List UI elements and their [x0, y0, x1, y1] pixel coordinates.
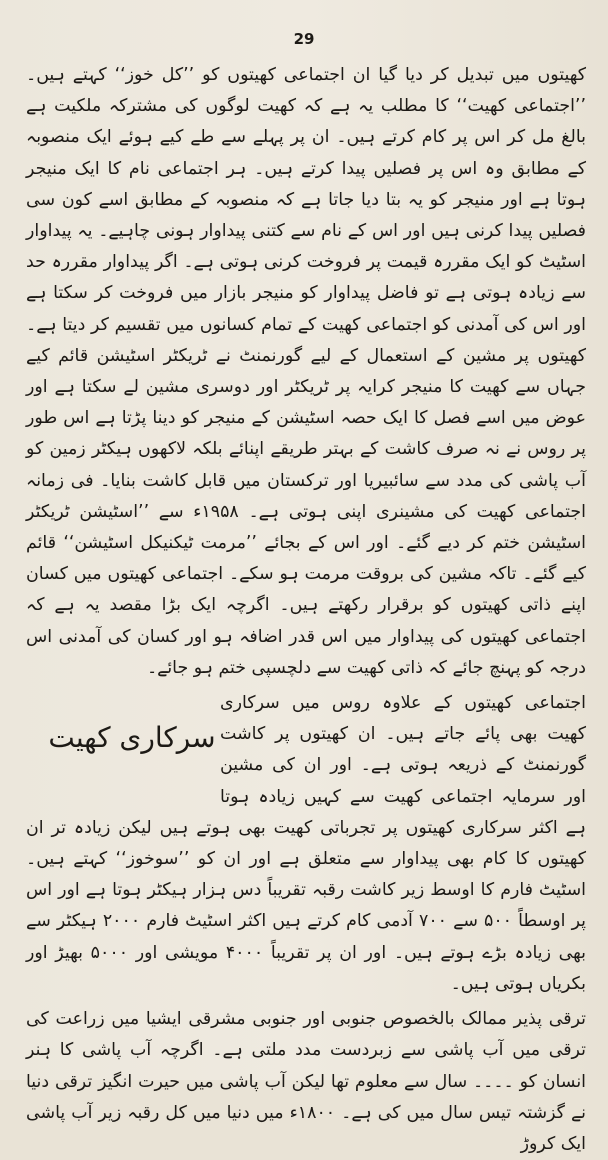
body-text: [26, 60, 586, 1160]
paragraph-state-farms: [26, 688, 586, 1000]
paragraph-collective-farms: کھیتوں میں تبدیل کر دیا گیا ان اجتماعی کھیتوں کو ’’کل خوز‘‘ کہتے ہیں۔ ’’اجتماعی کھیت‘‘ کا مطلب یہ ہے کہ کھیت لوگوں کی مشترکہ ملکیت ہے بالغ مل کر اس پر کام کرتے ہیں۔ ان پر پہلے سے طے کیے ہوئے ایک منصوبہ کے مطابق وہ اس پر فصلیں پیدا کرتے ہیں۔ ہر اجتماعی نام کا ایک منیجر ہوتا ہے اور منیجر کو یہ بتا دیا جاتا ہے کہ منصوبہ کے مطابق اسے کون سی فصلیں پیدا کرنی ہیں اور اس کے نام سے کتنی پیداوار ہونی چاہیے۔ یہ پیداوار اسٹیٹ کو ایک مقررہ قیمت پر فروخت کرنی ہوتی ہے۔ اگر پیداوار مقررہ حد سے زیادہ ہوتی ہے تو فاضل پیداوار کو منیجر بازار میں فروخت کر سکتا ہے اور اس کی آمدنی کو اجتماعی کھیت کے تمام کسانوں میں تقسیم کر دیتا ہے۔ کھیتوں پر مشین کے استعمال کے لیے گورنمنٹ نے ٹریکٹر اسٹیشن قائم کیے جہاں سے کھیت کا منیجر کرایہ پر ٹریکٹر اور دوسری مشین لے سکتا ہے اور عوض میں اسے فصل کا ایک حصہ اسٹیشن کے منیجر کو دینا پڑتا ہے اس طور پر روس نے نہ صرف کاشت کے بہتر طریقے اپنائے بلکہ لاکھوں ہیکٹر زمین کو آب پاشی کی مدد سے سائبیریا اور ترکستان میں قابل کاشت بنایا۔ فی زمانہ اجتماعی کھیت کی مشینری اپنی ہوتی ہے۔ ۱۹۵۸ء سے ’’اسٹیشن ٹریکٹر اسٹیشن ختم کر دیے گئے۔ اور اس کے بجائے ’’مرمت ٹیکنیکل اسٹیشن‘‘ قائم کیے گئے۔ تاکہ مشین کی بروقت مرمت ہو سکے۔ اجتماعی کھیتوں میں کسان اپنے ذاتی کھیتوں کو برقرار رکھتے ہیں۔ اگرچہ ایک بڑا مقصد یہ ہے کہ اجتماعی کھیتوں کی پیداوار میں اس قدر اضافہ ہو اور کسان کی آمدنی اس درجہ کو پہنچ جائے کہ ذاتی کھیت سے دلچسپی ختم ہو جائے۔: [26, 65, 586, 678]
paragraph-irrigation: ترقی پذیر ممالک بالخصوص جنوبی اور جنوبی مشرقی ایشیا میں زراعت کی ترقی میں آب پاشی سے زبردست مدد ملتی ہے۔ اگرچہ آب پاشی کا ہنر انسان کو ۔۔۔۔ سال سے معلوم تھا لیکن آب پاشی میں حیرت انگیز ترقی دنیا نے گزشتہ تیس سال میں کی ہے۔ ۱۸۰۰ء میں دنیا میں کل رقبہ زیر آب پاشی ایک کروڑ: [26, 1009, 586, 1154]
paragraph-state-farms-text: اجتماعی کھیتوں کے علاوہ روس میں سرکاری کھیت بھی پائے جاتے ہیں۔ ان کھیتوں پر کاشت گورنمنٹ کے ذریعہ ہوتی ہے۔ اور ان کی مشین اور سرمایہ اجتماعی کھیت سے کہیں زیادہ ہوتا ہے اکثر سرکاری کھیتوں پر تجرباتی کھیت بھی ہوتے ہیں لیکن زیادہ تر ان کھیتوں کا کام بھی پیداوار سے متعلق ہے اور ان کو ’’سوخوز‘‘ کہتے ہیں۔ اسٹیٹ فارم کا اوسط زیر کاشت رقبہ تقریباً دس ہزار ہیکٹر ہوتا ہے اور اس پر اوسطاً ۵۰۰ سے ۷۰۰ آدمی کام کرتے ہیں اکثر اسٹیٹ فارم ۲۰۰۰ ہیکٹر سے بھی زیادہ بڑے ہوتے ہیں۔ اور ان پر تقریباً ۴۰۰۰ مویشی اور ۵۰۰۰ بھیڑ اور بکریاں ہوتی ہیں۔: [26, 693, 587, 994]
page-number: 29: [293, 30, 315, 48]
section-heading: سرکاری کھیت: [48, 721, 216, 755]
